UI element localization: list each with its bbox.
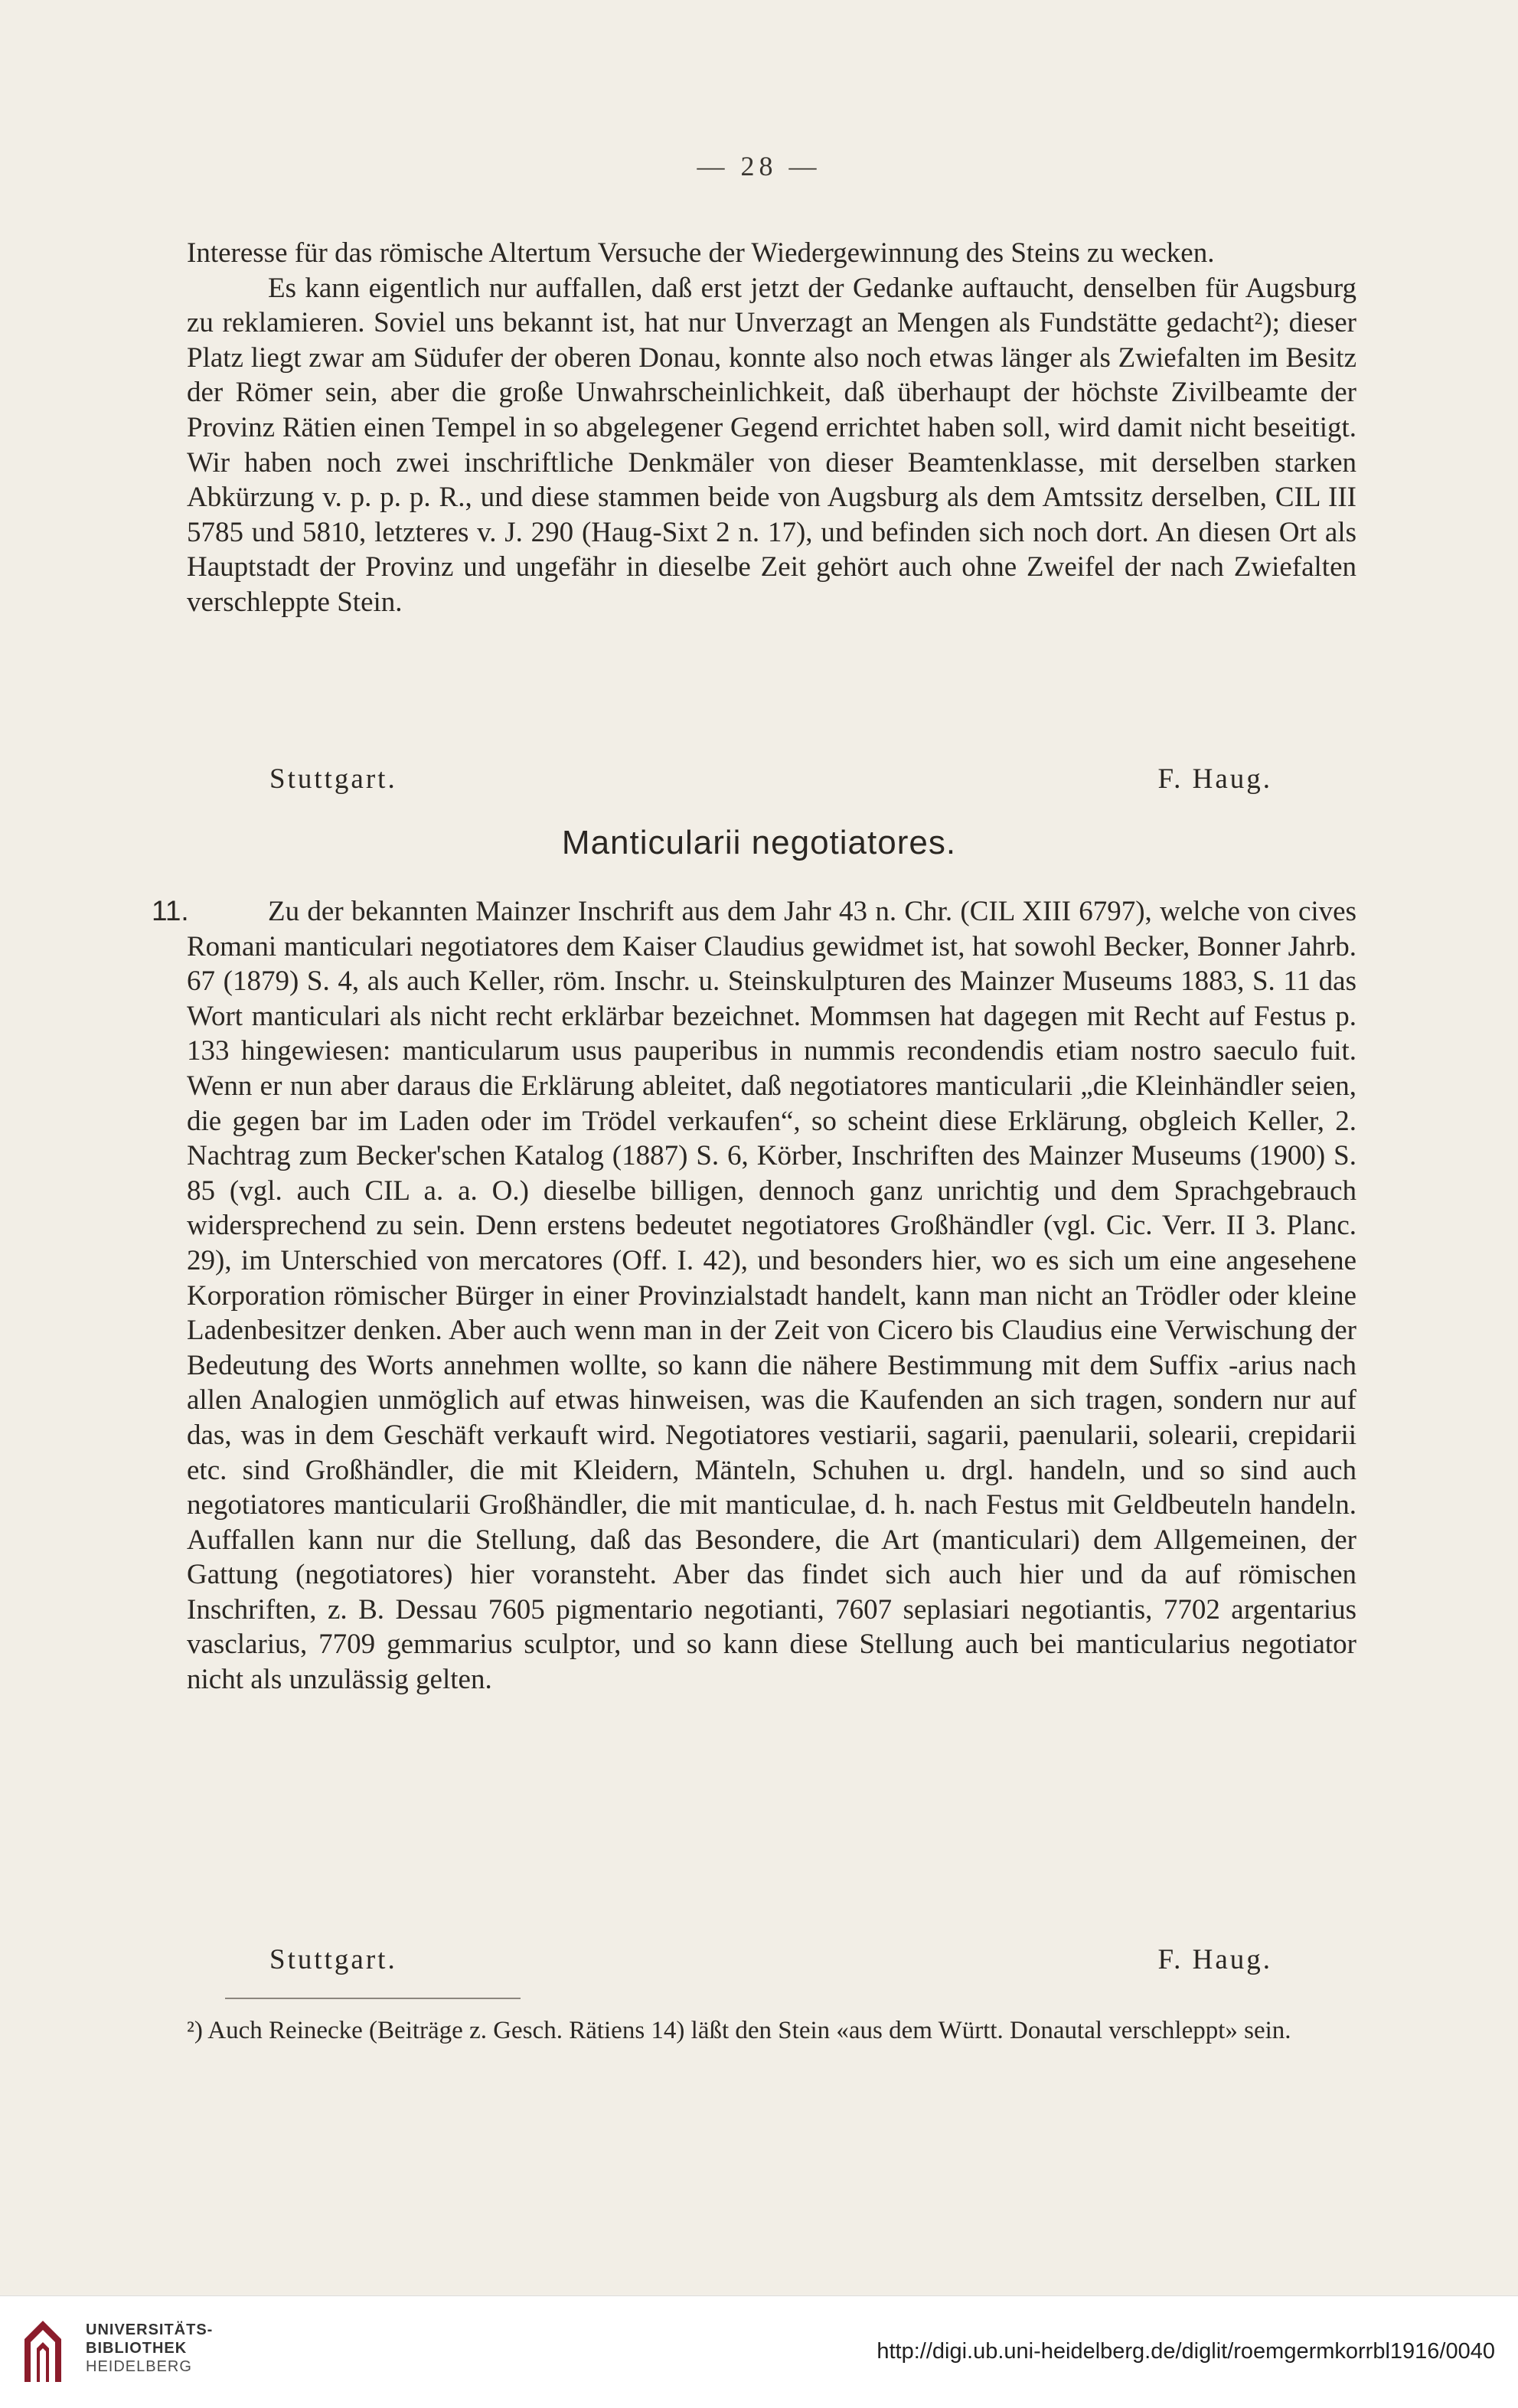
article-2-paragraph: Zu der bekannten Mainzer Inschrift aus dem Jahr 43 n. Chr. (CIL XIII 6797), welche von cives Romani manticulari negotiatores dem Kaiser Claudius gewidmet ist, hat sowohl Becker, Bonner Jahrb. 67 (1879) S. 4, als auch Keller, röm. Inschr. u. Steinskulpturen des Mainzer Museums 1883, S. 11 das Wort manticulari als nicht recht erklärbar bezeichnet. Mommsen hat dagegen mit Recht auf Festus p. 133 hingewiesen: manticularum usus pauperibus in nummis recondendis etiam nostro saeculo fuit. Wenn er nun aber daraus die Erklärung ableitet, daß negotiatores manticularii „die Kleinhändler seien, die gegen bar im Laden oder im Trödel verkaufen“, so scheint diese Erklärung, obgleich Keller, 2. Nachtrag zum Becker'schen Katalog (1887) S. 6, Körber, Inschriften des Mainzer Museums (1900) S. 85 (vgl. auch CIL a. a. O.) dieselbe billigen, dennoch ganz unrichtig und dem Sprachgebrauch widersprechend zu sein. Denn erstens bedeutet negotiatores Großhändler (vgl. Cic. Verr. II 3. Planc. 29), im Unterschied von mercatores (Off. I. 42), und besonders hier, wo es sich um eine angesehene Korporation römischer Bürger in einer Provinzialstadt handelt, kann man nicht an Trödler oder kleine Ladenbesitzer denken. Aber auch wenn man in der Zeit von Cicero bis Claudius eine Verwischung der Bedeutung des Worts annehmen wollte, so kann die nähere Bestimmung mit dem Suffix -arius nach allen Analogien unmöglich auf etwas hinweisen, was die Kaufenden an sich tragen, sondern nur auf das, was in dem Geschäft verkauft wird. Negotiatores vestiarii, sagarii, paenularii, solearii, crepidarii etc. sind Großhändler, die mit Kleidern, Mänteln, Schuhen u. drgl. handeln, und so sind auch negotiatores manticularii Großhändler, die mit manticulae, d. h. nach Festus mit Geldbeuteln handeln. Auffallen kann nur die Stellung, daß das Besondere, die Art (manticulari) dem Allgemeinen, der Gattung (negotiatores) hier voransteht. Aber das findet sich auch hier und da auf römischen Inschriften, z. B. Dessau 7605 pigmentario negotianti, 7607 seplasiari negotiantis, 7702 argentarius vasclarius, 7709 gemmarius sculptor, und so kann diese Stellung auch bei manticularius negotiator nicht als unzulässig gelten. [187,896,1356,1696]
signature-author: F. Haug. [1157,763,1272,795]
library-name-line-1: UNIVERSITÄTS- [86,2321,214,2338]
footer-bar [0,2295,1518,2408]
article-2-body [187,894,1356,1697]
digitization-url-link[interactable]: http://digi.ub.uni-heidelberg.de/diglit/roemgermkorrbl1916/0040 [877,2339,1495,2364]
library-name-line-3: HEIDELBERG [86,2358,192,2375]
article-2-heading: Manticularii negotiatores. [561,824,957,861]
article-2-number: 11. [152,895,189,926]
library-name-line-2: BIBLIOTHEK [86,2340,188,2357]
page-number: — 28 — [697,151,821,181]
footnote-text: ²) Auch Reinecke (Beiträge z. Gesch. Rätiens 14) läßt den Stein «aus dem Württ. Donautal verschleppt» sein. [187,2017,1291,2044]
article-1-paragraph-1: Interesse für das römische Altertum Versuche der Wiedergewinnung des Steins zu wecken. [187,237,1215,269]
article-2-signature [269,1943,1272,1976]
article-1-signature [269,763,1272,796]
footnote [187,2015,1356,2047]
signature-author: F. Haug. [1157,1944,1272,1975]
library-name [86,2321,213,2376]
signature-place: Stuttgart. [269,763,397,795]
footnote-divider [225,1998,521,1999]
signature-place: Stuttgart. [269,1944,397,1975]
article-1-body [187,236,1356,620]
article-1-paragraph-2: Es kann eigentlich nur auffallen, daß erst jetzt der Gedanke auftaucht, denselben für Augsburg zu reklamieren. Soviel uns bekannt ist, hat nur Unverzagt an Mengen als Fundstätte gedacht²); dieser Platz liegt zwar am Südufer der oberen Donau, konnte also noch etwas länger als Zwiefalten im Besitz der Römer sein, aber die große Unwahrscheinlichkeit, daß überhaupt der höchste Zivilbeamte der Provinz Rätien einen Tempel in so abgelegener Gegend errichtet haben soll, wird damit nicht beseitigt. Wir haben noch zwei inschriftliche Denkmäler von dieser Beamtenklasse, mit derselben starken Abkürzung v. p. p. p. R., und diese stammen beide von Augsburg als dem Amtssitz derselben, CIL III 5785 und 5810, letzteres v. J. 290 (Haug-Sixt 2 n. 17), und befinden sich noch dort. An diesen Ort als Hauptstadt der Provinz und ungefähr in dieselbe Zeit gehört auch ohne Zweifel der nach Zwiefalten verschleppte Stein. [187,272,1356,618]
library-logo-icon[interactable] [20,2318,66,2385]
